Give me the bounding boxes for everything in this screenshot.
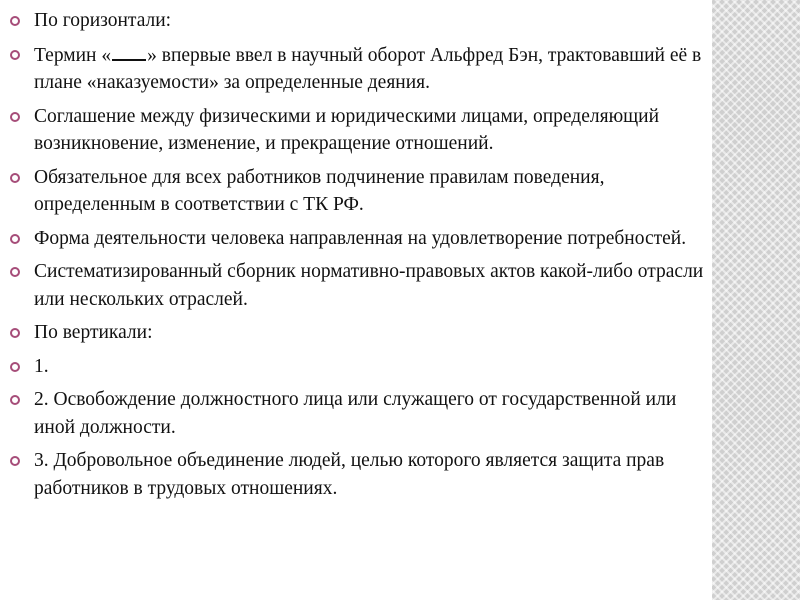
list-item-text: Систематизированный сборник нормативно-правовых актов какой-либо отрасли или нескольких отраслей. (34, 261, 704, 310)
section-header-text: По горизонтали: (34, 10, 172, 31)
ring-bullet-icon (10, 173, 20, 183)
list-item-horizontal-1 (10, 41, 715, 97)
list-item-text: Соглашение между физическими и юридическими лицами, определяющий возникновение, изменение, и прекращение отношений. (34, 105, 660, 154)
list-item-text: 1. (34, 355, 49, 377)
list-item-vertical-2 (10, 386, 715, 441)
ring-bullet-icon (10, 234, 20, 244)
decorative-side-band (712, 0, 800, 600)
list-item-text: Форма деятельности человека направленная на удовлетворение потребностей. (34, 227, 687, 249)
list-item-text: 2. Освобождение должностного лица или служащего от государственной или иной должности. (34, 389, 677, 438)
list-item-horizontal-5 (10, 258, 715, 313)
ring-bullet-icon (10, 50, 20, 60)
ring-bullet-icon (10, 395, 20, 405)
section-header-vertical (10, 319, 715, 347)
ring-bullet-icon (10, 112, 20, 122)
list-item-vertical-1 (10, 353, 715, 381)
list-item-horizontal-2 (10, 103, 715, 158)
section-header-horizontal (10, 7, 715, 35)
section-header-text: По вертикали: (34, 322, 153, 343)
answer-blank (112, 41, 146, 61)
list-item-text-end: » впервые ввел в научный оборот Альфред Бэн, трактовавший её в плане «наказуемости» за определенные деяния. (34, 44, 702, 93)
list-item-text: Обязательное для всех работников подчинение правилам поведения, определенным в соответствии с ТК РФ. (34, 166, 605, 215)
ring-bullet-icon (10, 16, 20, 26)
list-item-vertical-3 (10, 447, 715, 502)
bullet-list (10, 7, 715, 508)
list-item-horizontal-4 (10, 225, 715, 253)
ring-bullet-icon (10, 362, 20, 372)
list-item-text-start: Термин « (34, 44, 112, 66)
list-item-horizontal-3 (10, 164, 715, 219)
ring-bullet-icon (10, 456, 20, 466)
list-item-text: 3. Добровольное объединение людей, целью которого является защита прав работников в трудовых отношениях. (34, 450, 665, 499)
ring-bullet-icon (10, 267, 20, 277)
ring-bullet-icon (10, 328, 20, 338)
